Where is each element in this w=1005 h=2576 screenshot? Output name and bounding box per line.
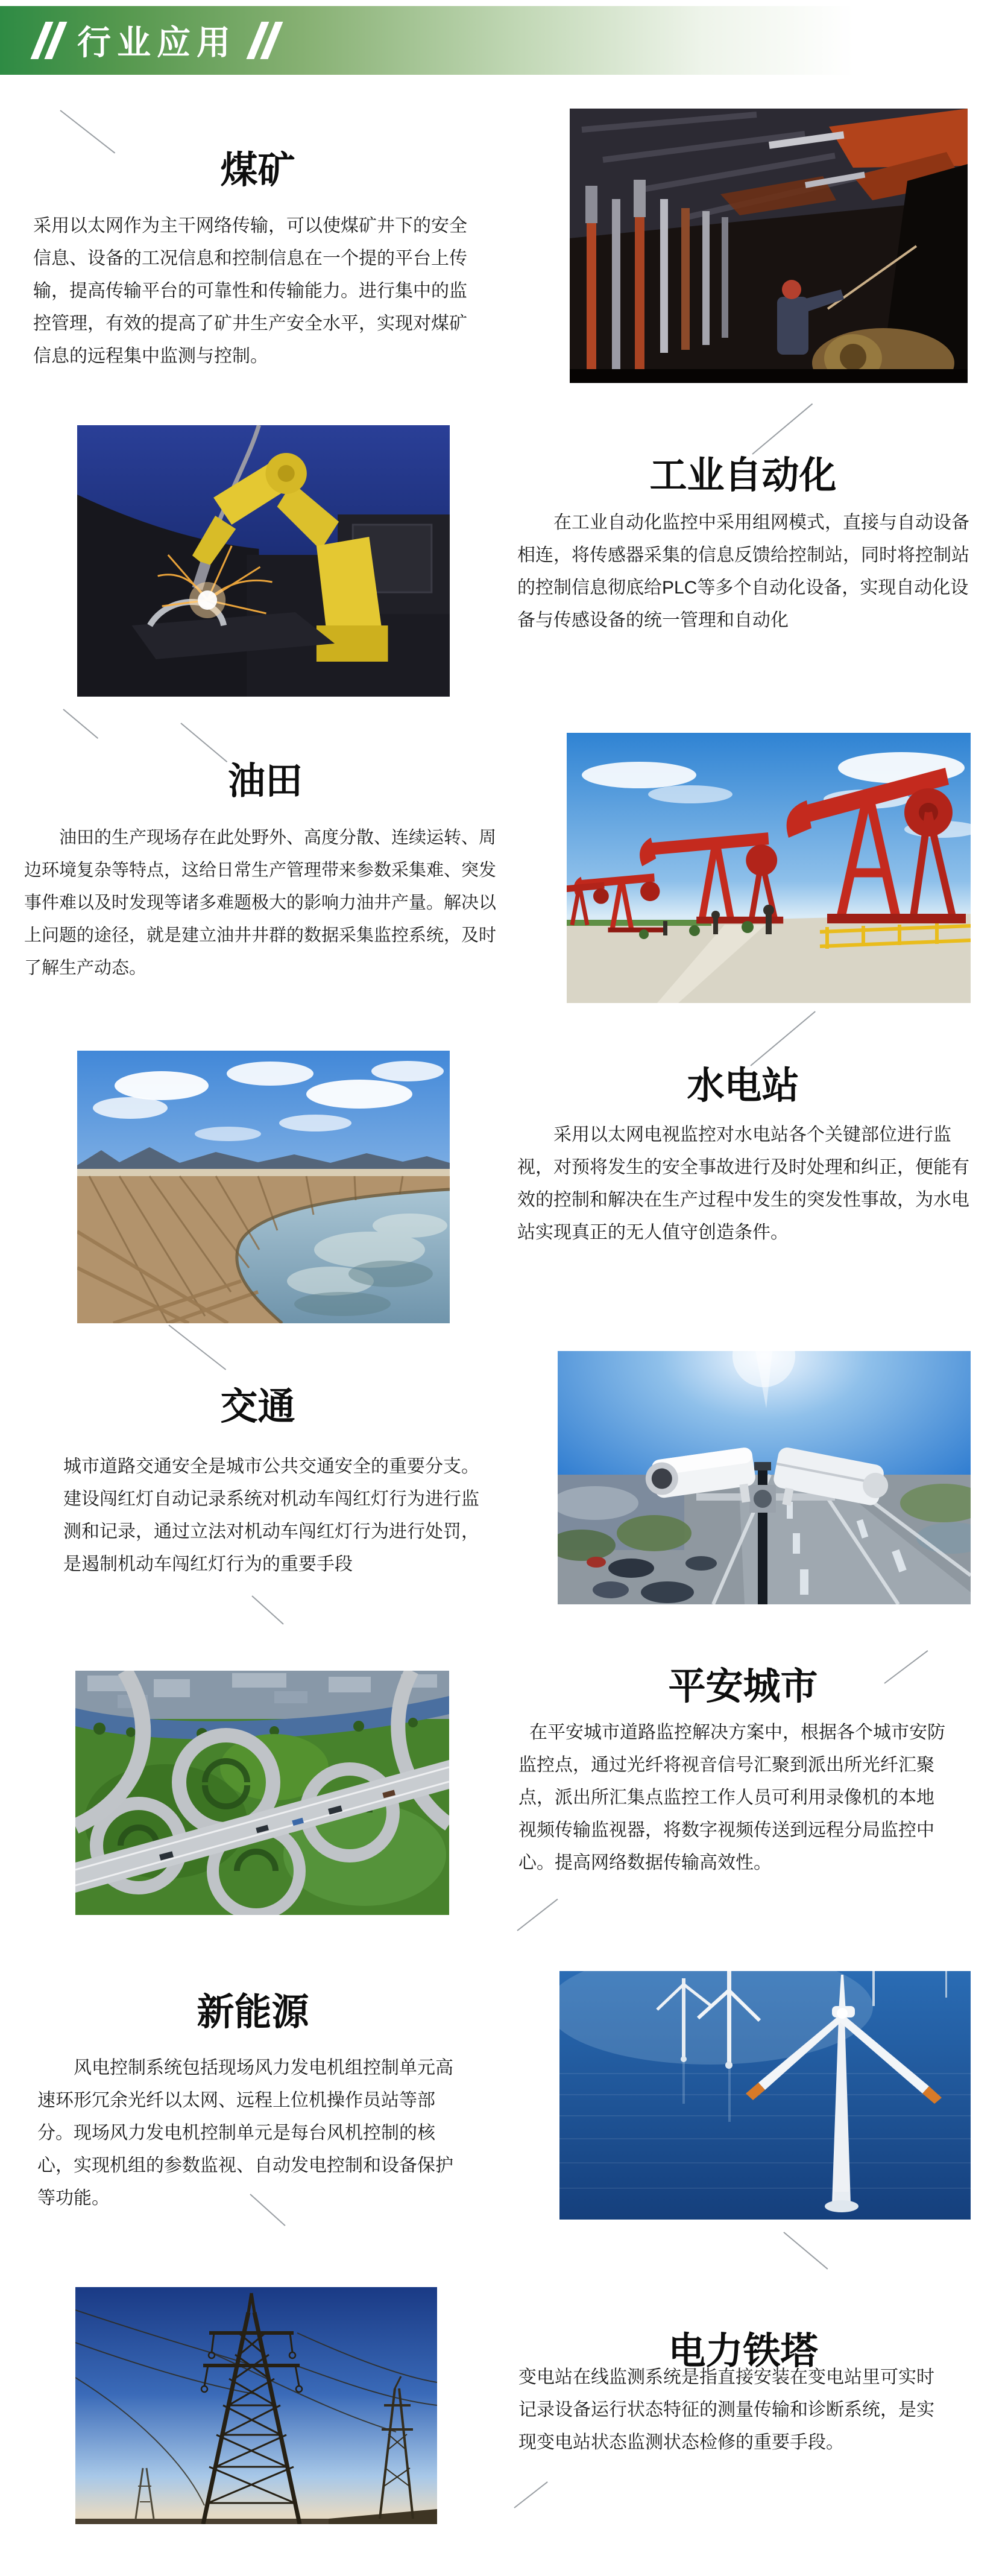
section-title: 电力铁塔 [668, 2331, 818, 2372]
oil-pumpjacks-photo [567, 733, 971, 1003]
section-body: 变电站在线监测系统是指直接安装在变电站里可实时记录设备运行状态特征的测量传输和诊断系统，是实现变电站状态监测状态检修的重要手段。 [518, 2367, 934, 2452]
section-body: 在平安城市道路监控解决方案中，根据各个城市安防监控点，通过光纤将视音信号汇聚到派出所光纤汇聚点，派出所汇集点监控工作人员可利用录像机的本地视频传输监视器，将数字视频传送到远程分局监控中心。提高网络数据传输高效性。 [518, 1723, 945, 1873]
section-body: 风电控制系统包括现场风力发电机组控制单元高速环形冗余光纤以太网、远程上位机操作员站等部分。现场风力发电机控制单元是每台风机控制的核心，实现机组的参数监视、自动发电控制和设备保护等功能。 [37, 2058, 453, 2208]
welding-robot-photo [77, 425, 450, 697]
section-title: 油田 [227, 761, 303, 802]
section-title: 水电站 [687, 1065, 799, 1107]
power-tower-photo [75, 2287, 437, 2524]
coal-mine-photo [570, 109, 968, 383]
page-title: 行业应用 [77, 25, 236, 62]
section-header-banner [0, 6, 1005, 75]
section-title: 新能源 [197, 1992, 309, 2033]
highway-interchange-photo [75, 1671, 449, 1915]
diagonal-line-decoration [514, 2481, 547, 2508]
section-body: 采用以太网作为主干网络传输，可以使煤矿井下的安全信息、设备的工况信息和控制信息在一个提的平台上传输，提高传输平台的可靠性和传输能力。进行集中的监控管理，有效的提高了矿井生产安全水平，实现对煤矿信息的远程集中监测与控制。 [33, 216, 467, 366]
diagonal-line-decoration [251, 1595, 283, 1624]
diagonal-line-decoration [517, 1899, 558, 1931]
section-title: 煤矿 [220, 150, 295, 191]
section-title: 交通 [220, 1386, 295, 1428]
section-body: 在工业自动化监控中采用组网模式，直接与自动设备相连，将传感器采集的信息反馈给控制站，同时将控制站的控制信息彻底给PLC等多个自动化设备，实现自动化设备与传感设备的统一管理和自动化 [517, 513, 969, 630]
section-body: 采用以太网电视监控对水电站各个关键部位进行监视，对预将发生的安全事故进行及时处理和纠正，便能有效的控制和解决在生产过程中发生的突发性事故，为水电站实现真正的无人值守创造条件。 [517, 1125, 969, 1242]
reservoir-dam-photo [77, 1051, 450, 1323]
section-body: 城市道路交通安全是城市公共交通安全的重要分支。建设闯红灯自动记录系统对机动车闯红灯行为进行监测和记录，通过立法对机动车闯红灯行为进行处罚，是遏制机动车闯红灯行为的重要手段 [63, 1457, 479, 1574]
diagonal-line-decoration [783, 2232, 828, 2270]
offshore-wind-photo [559, 1971, 971, 2220]
section-title: 平安城市 [668, 1666, 818, 1707]
section-title: 工业自动化 [649, 455, 837, 496]
section-body: 油田的生产现场存在此处野外、高度分散、连续运转、周边环境复杂等特点，这给日常生产管理带来参数采集难、突发事件难以及时发现等诸多难题极大的影响力油井产量。解决以上问题的途径，就是建立油井井群的数据采集监控系统，及时了解生产动态。 [24, 828, 497, 978]
traffic-cameras-photo [558, 1351, 971, 1604]
diagonal-line-decoration [168, 1324, 226, 1370]
diagonal-line-decoration [63, 709, 98, 739]
